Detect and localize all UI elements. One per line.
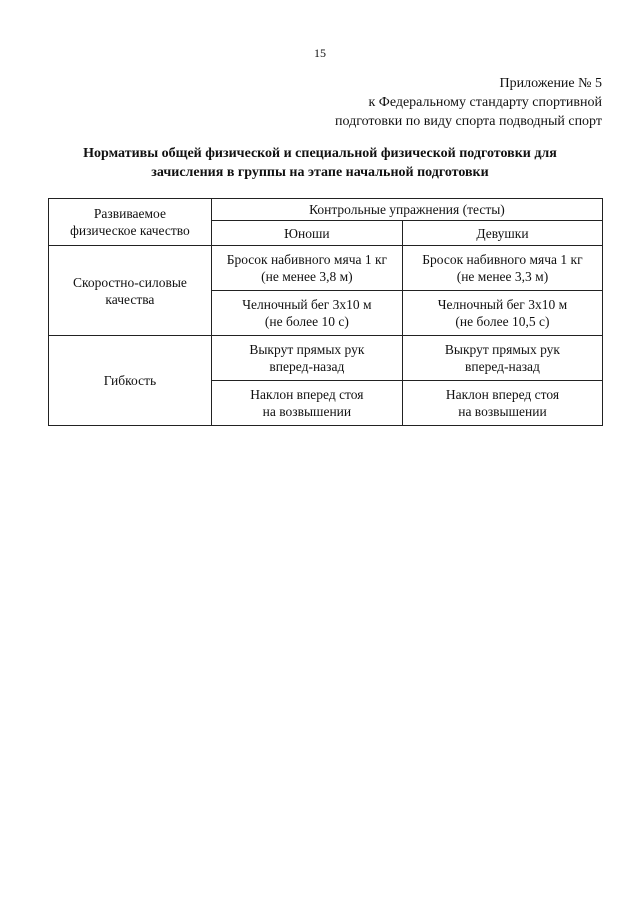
- test-norm: на возвышении: [262, 404, 352, 419]
- test-name: Выкрут прямых рук: [444, 342, 560, 357]
- boys-cell: [211, 336, 402, 381]
- girls-cell: [402, 336, 602, 381]
- header-physical-quality: [49, 199, 212, 246]
- test-norm: вперед-назад: [464, 359, 540, 374]
- header-control-tests: Контрольные упражнения (тесты): [211, 199, 602, 221]
- page-number: 15: [314, 46, 326, 60]
- test-name: Бросок набивного мяча 1 кг: [226, 252, 388, 267]
- header-quality-line-2: физическое качество: [70, 223, 190, 238]
- appendix-sport: подготовки по виду спорта подводный спорт: [335, 114, 602, 129]
- table-header-row: [49, 199, 603, 221]
- test-norm: (не более 10 с): [264, 314, 349, 329]
- quality-line-1: Гибкость: [103, 373, 157, 388]
- document-title: [40, 144, 600, 182]
- test-name: Челночный бег 3х10 м: [242, 297, 372, 312]
- quality-line-2: качества: [105, 291, 155, 307]
- test-name: Челночный бег 3х10 м: [437, 297, 568, 312]
- girls-cell: [402, 381, 602, 426]
- header-girls: Девушки: [402, 221, 602, 246]
- test-name: Выкрут прямых рук: [249, 342, 365, 357]
- appendix-reference: к Федеральному стандарту спортивной: [368, 95, 602, 110]
- norms-table: [48, 198, 603, 426]
- test-norm: (не более 10,5 с): [455, 314, 550, 329]
- test-norm: на возвышении: [458, 404, 547, 419]
- appendix-number: Приложение № 5: [499, 76, 602, 91]
- header-boys: Юноши: [211, 221, 402, 246]
- appendix-header: [335, 74, 602, 131]
- header-quality-line-1: Развиваемое: [93, 206, 166, 221]
- test-name: Наклон вперед стоя: [250, 387, 364, 402]
- test-name: Бросок набивного мяча 1 кг: [422, 252, 583, 267]
- test-name: Наклон вперед стоя: [445, 387, 560, 402]
- table-row: [49, 336, 603, 381]
- boys-cell: [211, 381, 402, 426]
- girls-cell: [402, 291, 602, 336]
- title-line-2: зачисления в группы на этапе начальной подготовки: [151, 165, 489, 180]
- boys-cell: [211, 246, 402, 291]
- girls-cell: [402, 246, 602, 291]
- test-norm: (не менее 3,8 м): [261, 269, 353, 284]
- boys-cell: [211, 291, 402, 336]
- title-line-1: Нормативы общей физической и специальной физической подготовки для: [83, 146, 557, 161]
- table-row: [49, 246, 603, 291]
- quality-flexibility: [49, 336, 212, 426]
- test-norm: вперед-назад: [269, 359, 345, 374]
- quality-speed-strength: [49, 246, 212, 336]
- quality-line-1: Скоростно-силовые: [72, 274, 187, 290]
- test-norm: (не менее 3,3 м): [456, 269, 549, 284]
